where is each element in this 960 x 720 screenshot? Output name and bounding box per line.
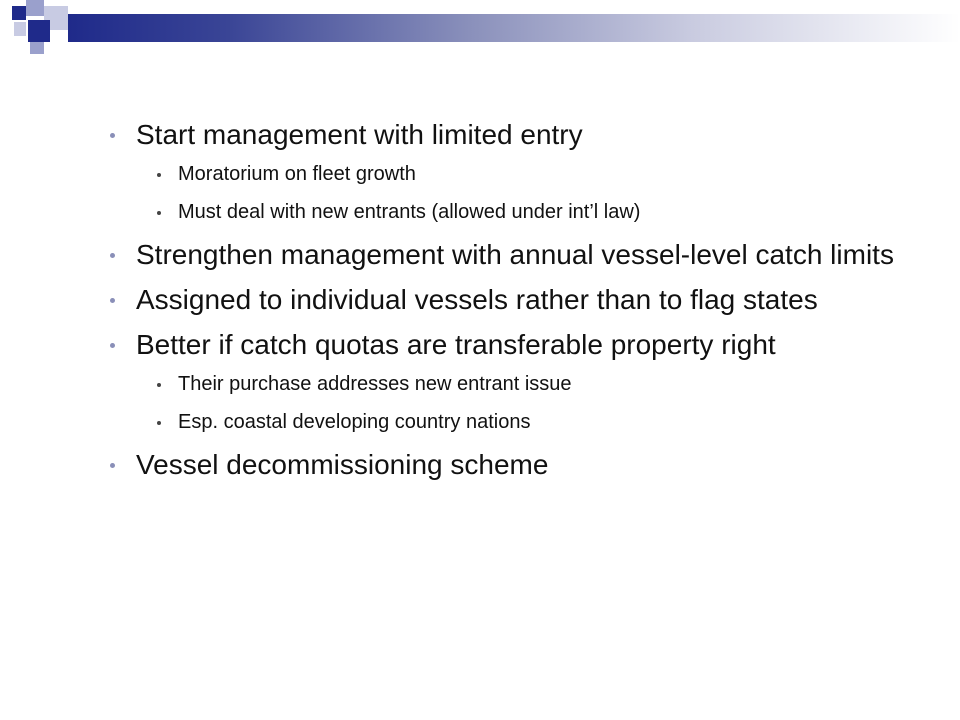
header-square-navy (12, 6, 26, 20)
bullet-item (108, 448, 908, 482)
sub-bullet-text: Their purchase addresses new entrant issue (178, 373, 572, 395)
header-square-lavender-bottom (30, 42, 44, 54)
bullet-text: Vessel decommissioning scheme (136, 449, 549, 480)
bullet-text: Strengthen management with annual vessel-level catch limits (136, 239, 894, 270)
bullet-dot-icon (110, 133, 115, 138)
bullet-dot-icon (110, 298, 115, 303)
sub-bullet-item (136, 162, 908, 186)
sub-bullet-list (136, 372, 908, 434)
sub-bullet-dot-icon (157, 211, 161, 215)
sub-bullet-dot-icon (157, 421, 161, 425)
header-square-navy-large (28, 20, 50, 42)
sub-bullet-dot-icon (157, 383, 161, 387)
bullet-dot-icon (110, 463, 115, 468)
bullet-text: Assigned to individual vessels rather than to flag states (136, 284, 818, 315)
sub-bullet-item (136, 372, 908, 396)
bullet-dot-icon (110, 253, 115, 258)
sub-bullet-dot-icon (157, 173, 161, 177)
header-square-pale-small (14, 22, 26, 36)
sub-bullet-text: Esp. coastal developing country nations (178, 411, 531, 433)
sub-bullet-text: Moratorium on fleet growth (178, 163, 416, 185)
bullet-item (108, 238, 908, 272)
bullet-item (108, 118, 908, 224)
bullet-item (108, 328, 908, 434)
bullet-item (108, 283, 908, 317)
bullet-text: Better if catch quotas are transferable property right (136, 329, 776, 360)
sub-bullet-list (136, 162, 908, 224)
header-gradient-bar (68, 14, 960, 42)
bullet-text: Start management with limited entry (136, 119, 583, 150)
bullet-dot-icon (110, 343, 115, 348)
sub-bullet-item (136, 410, 908, 434)
header-square-lavender (26, 0, 44, 16)
slide-content (108, 118, 908, 493)
bullet-list (108, 118, 908, 482)
sub-bullet-item (136, 200, 908, 224)
sub-bullet-text: Must deal with new entrants (allowed under int’l law) (178, 201, 641, 223)
